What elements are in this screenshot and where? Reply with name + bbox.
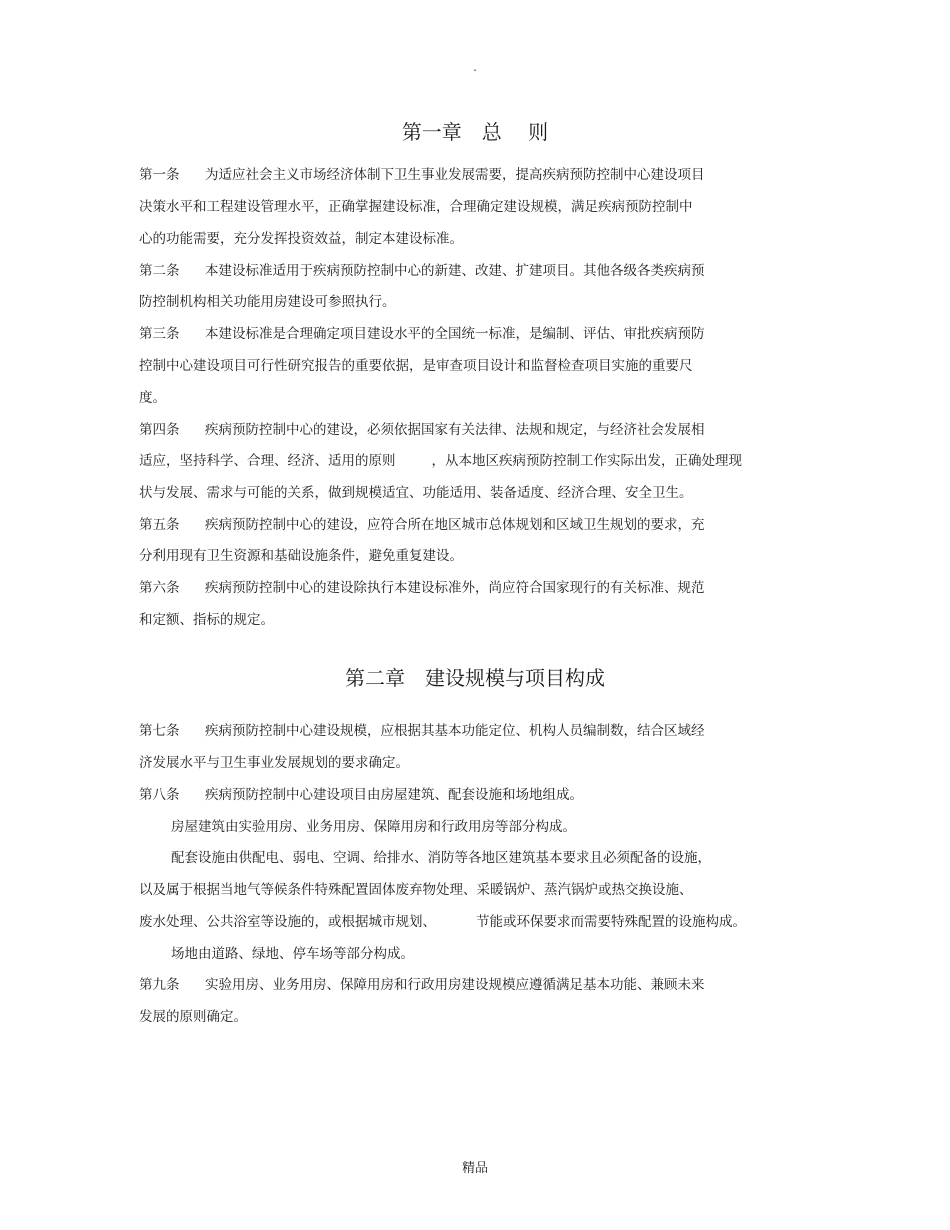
article-8-text-3b: 节能或环保要求而需要特殊配置的设施构成。 bbox=[476, 914, 746, 930]
article-2-label: 第二条 bbox=[139, 263, 180, 279]
page-footer: 精品 bbox=[461, 1161, 488, 1176]
article-4-line-1 bbox=[139, 421, 705, 439]
article-4-label: 第四条 bbox=[139, 422, 180, 438]
article-6-label: 第六条 bbox=[139, 580, 180, 596]
article-6-line-2: 和定额、指标的规定。 bbox=[139, 612, 274, 628]
article-6-text-1: 疾病预防控制中心的建设除执行本建设标准外，尚应符合国家现行的有关标准、规范 bbox=[205, 580, 705, 596]
article-4-text-1: 疾病预防控制中心的建设，必须依据国家有关法律、法规和规定，与经济社会发展相 bbox=[205, 422, 705, 438]
article-3-label: 第三条 bbox=[139, 326, 180, 342]
article-8-text-3a: 废水处理、公共浴室等设施的，或根据城市规划、 bbox=[139, 914, 436, 930]
article-8-para-2-line-2: 以及属于根据当地气等候条件特殊配置固体废弃物处理、采暖锅炉、蒸汽锅炉或热交换设施、 bbox=[139, 882, 693, 898]
article-3-line-1 bbox=[139, 325, 705, 343]
article-7-line-2: 济发展水平与卫生事业发展规划的要求确定。 bbox=[139, 755, 409, 771]
article-5-line-1 bbox=[139, 516, 705, 534]
article-5-label: 第五条 bbox=[139, 517, 180, 533]
article-9-line-1 bbox=[139, 976, 705, 994]
article-6-line-1 bbox=[139, 579, 705, 597]
article-2-line-1 bbox=[139, 262, 705, 280]
article-2-text-1: 本建设标准适用于疾病预防控制中心的新建、改建、扩建项目。其他各级各类疾病预 bbox=[205, 263, 705, 279]
article-1-line-2: 决策水平和工程建设管理水平，正确掌握建设标准，合理确定建设规模，满足疾病预防控制中 bbox=[139, 199, 693, 215]
article-1-text-1: 为适应社会主义市场经济体制下卫生事业发展需要，提高疾病预防控制中心建设项目 bbox=[205, 167, 705, 183]
article-3-line-2: 控制中心建设项目可行性研究报告的重要依据，是审查项目设计和监督检查项目实施的重要尺 bbox=[139, 358, 693, 374]
article-4-text-2b: ，从本地区疾病预防控制工作实际出发，正确处理现 bbox=[431, 453, 742, 469]
article-8-para-3: 场地由道路、绿地、停车场等部分构成。 bbox=[171, 946, 414, 962]
article-4-text-2a: 适应，坚持科学、合理、经济、适用的原则 bbox=[139, 453, 396, 469]
article-8-line-1 bbox=[139, 786, 583, 804]
article-8-label: 第八条 bbox=[139, 787, 180, 803]
article-8-text-1: 疾病预防控制中心建设项目由房屋建筑、配套设施和场地组成。 bbox=[205, 787, 583, 803]
article-5-text-1: 疾病预防控制中心的建设，应符合所在地区城市总体规划和区域卫生规划的要求，充 bbox=[205, 517, 705, 533]
chapter-2-title: 第二章 建设规模与项目构成 bbox=[345, 666, 605, 690]
article-9-label: 第九条 bbox=[139, 977, 180, 993]
article-8-para-2-line-3 bbox=[139, 913, 746, 931]
article-7-line-1 bbox=[139, 722, 705, 740]
article-4-line-3: 状与发展、需求与可能的关系，做到规模适宜、功能适用、装备适度、经济合理、安全卫生。 bbox=[139, 485, 693, 501]
article-9-line-2: 发展的原则确定。 bbox=[139, 1009, 247, 1025]
article-7-label: 第七条 bbox=[139, 723, 180, 739]
chapter-1-title: 第一章 总 则 bbox=[401, 120, 549, 144]
header-mark: . bbox=[473, 60, 477, 74]
article-2-line-2: 防控制机构相关功能用房建设可参照执行。 bbox=[139, 294, 396, 310]
article-9-text-1: 实验用房、业务用房、保障用房和行政用房建设规模应遵循满足基本功能、兼顾未来 bbox=[205, 977, 705, 993]
article-7-text-1: 疾病预防控制中心建设规模，应根据其基本功能定位、机构人员编制数，结合区域经 bbox=[205, 723, 705, 739]
article-5-line-2: 分利用现有卫生资源和基础设施条件，避免重复建设。 bbox=[139, 548, 463, 564]
article-1-line-3: 心的功能需要，充分发挥投资效益，制定本建设标准。 bbox=[139, 231, 463, 247]
article-3-line-3: 度。 bbox=[139, 390, 166, 406]
article-1-label: 第一条 bbox=[139, 167, 180, 183]
article-8-para-2-line-1: 配套设施由供配电、弱电、空调、给排水、消防等各地区建筑基本要求且必须配备的设施， bbox=[171, 850, 711, 866]
article-4-line-2 bbox=[139, 452, 742, 470]
article-1-line-1 bbox=[139, 166, 705, 184]
article-8-para-1: 房屋建筑由实验用房、业务用房、保障用房和行政用房等部分构成。 bbox=[171, 819, 576, 835]
article-3-text-1: 本建设标准是合理确定项目建设水平的全国统一标准，是编制、评估、审批疾病预防 bbox=[205, 326, 705, 342]
